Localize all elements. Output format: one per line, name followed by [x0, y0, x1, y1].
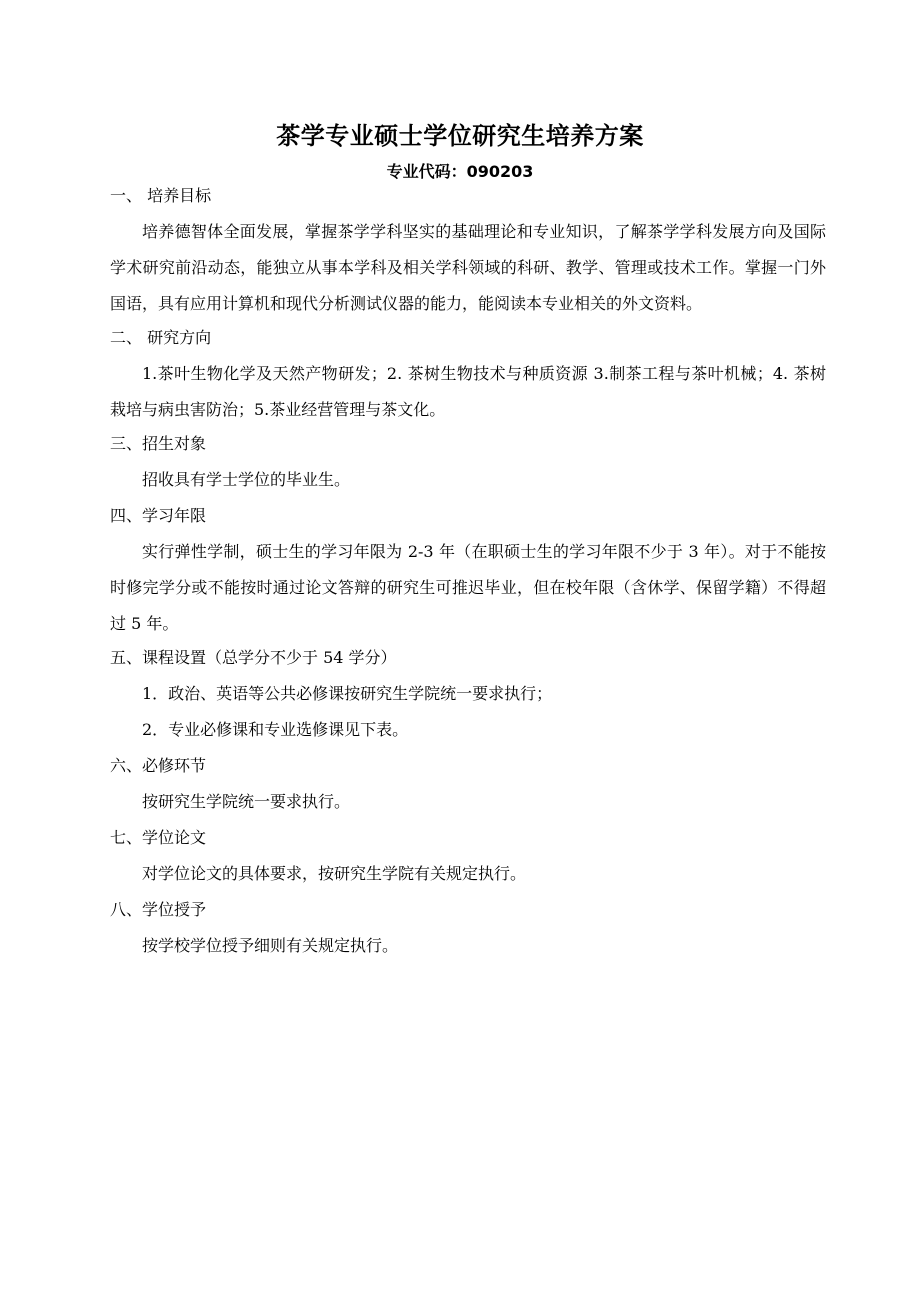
- section-paragraph: 1．政治、英语等公共必修课按研究生学院统一要求执行；: [142, 684, 553, 703]
- section-paragraph: 招收具有学士学位的毕业生。: [142, 470, 351, 489]
- section-heading: 五、课程设置（总学分不少于 54 学分）: [110, 648, 397, 667]
- section-required-steps: [110, 754, 826, 814]
- section-paragraph: 对学位论文的具体要求，按研究生学院有关规定执行。: [142, 864, 527, 883]
- document-title: 茶学专业硕士学位研究生培养方案: [276, 122, 644, 150]
- section-heading: 二、 研究方向: [110, 328, 212, 347]
- section-degree-award: [110, 898, 826, 958]
- section-heading: 三、招生对象: [110, 434, 207, 453]
- section-paragraph: 实行弹性学制，硕士生的学习年限为 2-3 年（在职硕士生的学习年限不少于 3 年）。对于不能按时修完学分或不能按时通过论文答辩的研究生可推迟毕业，但在校年限（含休学、保留学籍）不得超过 5 年。: [110, 542, 826, 633]
- section-courses: [110, 646, 826, 742]
- section-research-directions: [110, 326, 826, 428]
- section-heading: 四、学习年限: [110, 506, 207, 525]
- section-paragraph: 按学校学位授予细则有关规定执行。: [142, 936, 399, 955]
- section-paragraph: 培养德智体全面发展，掌握茶学学科坚实的基础理论和专业知识，了解茶学学科发展方向及国际学术研究前沿动态，能独立从事本学科及相关学科领域的科研、教学、管理或技术工作。掌握一门外国语，具有应用计算机和现代分析测试仪器的能力，能阅读本专业相关的外文资料。: [110, 222, 826, 313]
- section-heading: 七、学位论文: [110, 828, 207, 847]
- section-study-period: [110, 504, 826, 642]
- section-thesis: [110, 826, 826, 886]
- section-heading: 六、必修环节: [110, 756, 207, 775]
- section-paragraph: 1.茶叶生物化学及天然产物研发；2. 茶树生物技术与种质资源 3.制茶工程与茶叶机械；4. 茶树栽培与病虫害防治；5.茶业经营管理与茶文化。: [110, 364, 826, 419]
- section-enrollment: [110, 432, 826, 492]
- section-paragraph: 按研究生学院统一要求执行。: [142, 792, 351, 811]
- section-training-goal: [110, 184, 826, 322]
- section-paragraph: 2．专业必修课和专业选修课见下表。: [142, 720, 409, 739]
- section-heading: 一、 培养目标: [110, 186, 212, 205]
- section-heading: 八、学位授予: [110, 900, 207, 919]
- major-code: 专业代码：090203: [386, 162, 534, 181]
- document-body: [110, 184, 826, 970]
